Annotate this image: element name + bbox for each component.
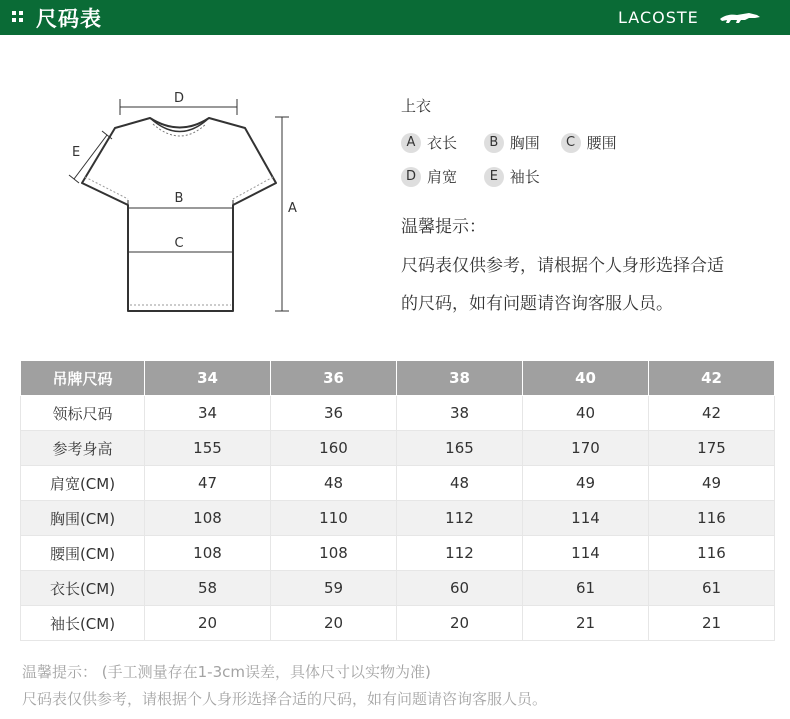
table-row <box>21 606 775 641</box>
legend-title: 上衣 <box>401 97 432 115</box>
table-cell: 49 <box>649 466 775 501</box>
crocodile-logo-icon <box>719 10 761 26</box>
diagram-label-d: D <box>173 91 185 106</box>
table-cell: 20 <box>145 606 271 641</box>
tips-line-1: 尺码表仅供参考，请根据个人身形选择合适 <box>401 256 724 276</box>
table-header-cell: 吊牌尺码 <box>21 361 145 396</box>
table-cell: 61 <box>649 571 775 606</box>
table-cell: 116 <box>649 536 775 571</box>
table-cell: 36 <box>271 396 397 431</box>
table-header-cell: 38 <box>397 361 523 396</box>
tips-title: 温馨提示： <box>401 217 486 237</box>
table-header-cell: 34 <box>145 361 271 396</box>
table-cell: 61 <box>523 571 649 606</box>
footer-note-2: 尺码表仅供参考，请根据个人身形选择合适的尺码，如有问题请咨询客服人员。 <box>22 690 548 708</box>
table-header-cell: 36 <box>271 361 397 396</box>
legend-item-d: D 肩宽 <box>401 166 457 187</box>
legend-item-c: C 腰围 <box>561 132 617 153</box>
table-header-cell: 40 <box>523 361 649 396</box>
table-cell: 114 <box>523 536 649 571</box>
table-cell: 110 <box>271 501 397 536</box>
table-cell: 112 <box>397 536 523 571</box>
table-cell: 108 <box>271 536 397 571</box>
table-cell: 衣长(CM) <box>21 571 145 606</box>
footer-note-1: 温馨提示： (手工测量存在1-3cm误差，具体尺寸以实物为准) <box>22 663 431 681</box>
table-row <box>21 396 775 431</box>
table-cell: 胸围(CM) <box>21 501 145 536</box>
tips-line-2: 的尺码，如有问题请咨询客服人员。 <box>401 294 673 314</box>
grid-dots-icon <box>12 11 24 23</box>
table-cell: 21 <box>649 606 775 641</box>
table-cell: 160 <box>271 431 397 466</box>
table-cell: 155 <box>145 431 271 466</box>
header-bar <box>0 0 790 35</box>
table-cell: 49 <box>523 466 649 501</box>
table-cell: 42 <box>649 396 775 431</box>
table-cell: 20 <box>397 606 523 641</box>
table-cell: 40 <box>523 396 649 431</box>
table-cell: 参考身高 <box>21 431 145 466</box>
table-cell: 48 <box>397 466 523 501</box>
table-cell: 腰围(CM) <box>21 536 145 571</box>
legend-row-1 <box>401 132 631 153</box>
table-header-row <box>21 361 775 396</box>
legend-item-e: E 袖长 <box>484 166 540 187</box>
diagram-label-e: E <box>72 145 81 160</box>
table-row <box>21 536 775 571</box>
table-cell: 肩宽(CM) <box>21 466 145 501</box>
table-cell: 34 <box>145 396 271 431</box>
table-row <box>21 571 775 606</box>
tshirt-outline <box>82 118 276 311</box>
table-cell: 108 <box>145 501 271 536</box>
table-row <box>21 501 775 536</box>
table-cell: 21 <box>523 606 649 641</box>
legend-item-a: A 衣长 <box>401 132 457 153</box>
table-cell: 领标尺码 <box>21 396 145 431</box>
table-cell: 170 <box>523 431 649 466</box>
table-header-cell: 42 <box>649 361 775 396</box>
table-cell: 47 <box>145 466 271 501</box>
table-cell: 48 <box>271 466 397 501</box>
page-title: 尺码表 <box>36 7 102 31</box>
table-cell: 165 <box>397 431 523 466</box>
table-cell: 60 <box>397 571 523 606</box>
table-cell: 58 <box>145 571 271 606</box>
diagram-label-a: A <box>288 201 297 216</box>
table-cell: 114 <box>523 501 649 536</box>
table-cell: 38 <box>397 396 523 431</box>
legend-item-b: B 胸围 <box>484 132 540 153</box>
table-cell: 袖长(CM) <box>21 606 145 641</box>
table-row <box>21 466 775 501</box>
table-cell: 20 <box>271 606 397 641</box>
diagram-label-b: B <box>174 191 184 206</box>
size-table <box>20 360 775 641</box>
table-cell: 116 <box>649 501 775 536</box>
diagram-label-c: C <box>174 236 184 251</box>
table-row <box>21 431 775 466</box>
table-cell: 175 <box>649 431 775 466</box>
tshirt-measurement-diagram <box>60 85 320 325</box>
brand-name: LACOSTE <box>618 8 699 27</box>
legend-row-2 <box>401 166 554 187</box>
table-cell: 108 <box>145 536 271 571</box>
table-cell: 59 <box>271 571 397 606</box>
table-cell: 112 <box>397 501 523 536</box>
